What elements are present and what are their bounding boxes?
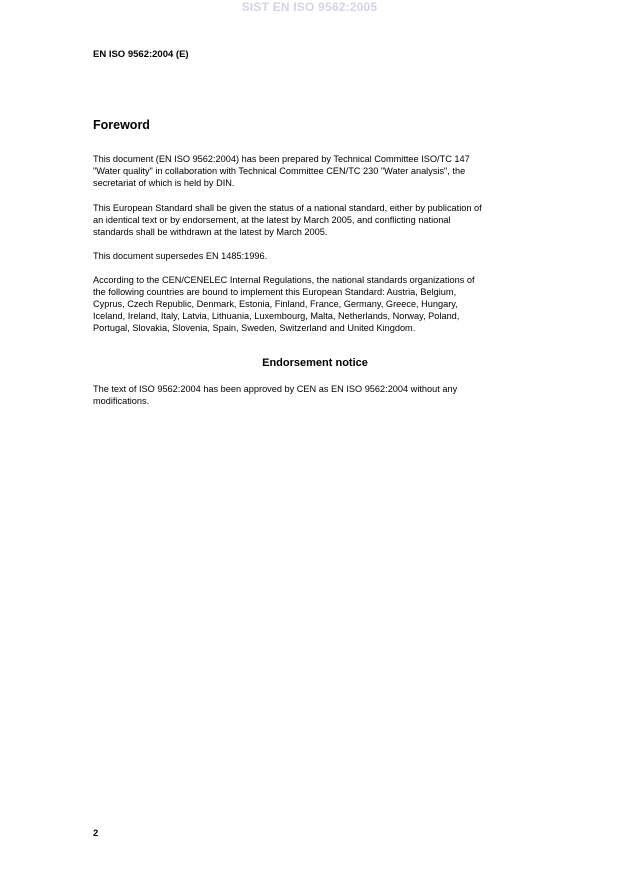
foreword-paragraph-4 (93, 274, 543, 334)
text-line: "Water quality" in collaboration with Technical Committee CEN/TC 230 "Water analysis", the (93, 166, 466, 176)
text-line: This European Standard shall be given the status of a national standard, either by publication of (93, 203, 482, 213)
watermark: SIST EN ISO 9562:2005 (241, 0, 378, 14)
text-line: This document supersedes EN 1485:1996. (93, 251, 268, 261)
foreword-heading: Foreword (93, 118, 150, 132)
page-number: 2 (93, 828, 99, 839)
text-line: standards shall be withdrawn at the latest by March 2005. (93, 227, 328, 237)
text-line: the following countries are bound to implement this European Standard: Austria, Belgium, (93, 287, 457, 297)
text-line: Cyprus, Czech Republic, Denmark, Estonia, Finland, France, Germany, Greece, Hungary, (93, 299, 458, 309)
foreword-paragraph-3 (93, 250, 543, 262)
text-line: modifications. (93, 396, 150, 406)
endorsement-paragraph (93, 383, 543, 407)
text-line: Portugal, Slovakia, Slovenia, Spain, Sweden, Switzerland and United Kingdom. (93, 323, 416, 333)
text-line: secretariat of which is held by DIN. (93, 178, 235, 188)
text-line: This document (EN ISO 9562:2004) has been prepared by Technical Committee ISO/TC 147 (93, 154, 470, 164)
endorsement-heading: Endorsement notice (262, 357, 368, 369)
document-header: EN ISO 9562:2004 (E) (93, 49, 189, 60)
text-line: an identical text or by endorsement, at the latest by March 2005, and conflicting national (93, 215, 451, 225)
text-line: According to the CEN/CENELEC Internal Regulations, the national standards organizations of (93, 275, 475, 285)
foreword-paragraph-2 (93, 202, 543, 238)
text-line: The text of ISO 9562:2004 has been approved by CEN as EN ISO 9562:2004 without any (93, 384, 458, 394)
text-line: Iceland, Ireland, Italy, Latvia, Lithuania, Luxembourg, Malta, Netherlands, Norway, Poland, (93, 311, 460, 321)
foreword-paragraph-1 (93, 153, 543, 189)
